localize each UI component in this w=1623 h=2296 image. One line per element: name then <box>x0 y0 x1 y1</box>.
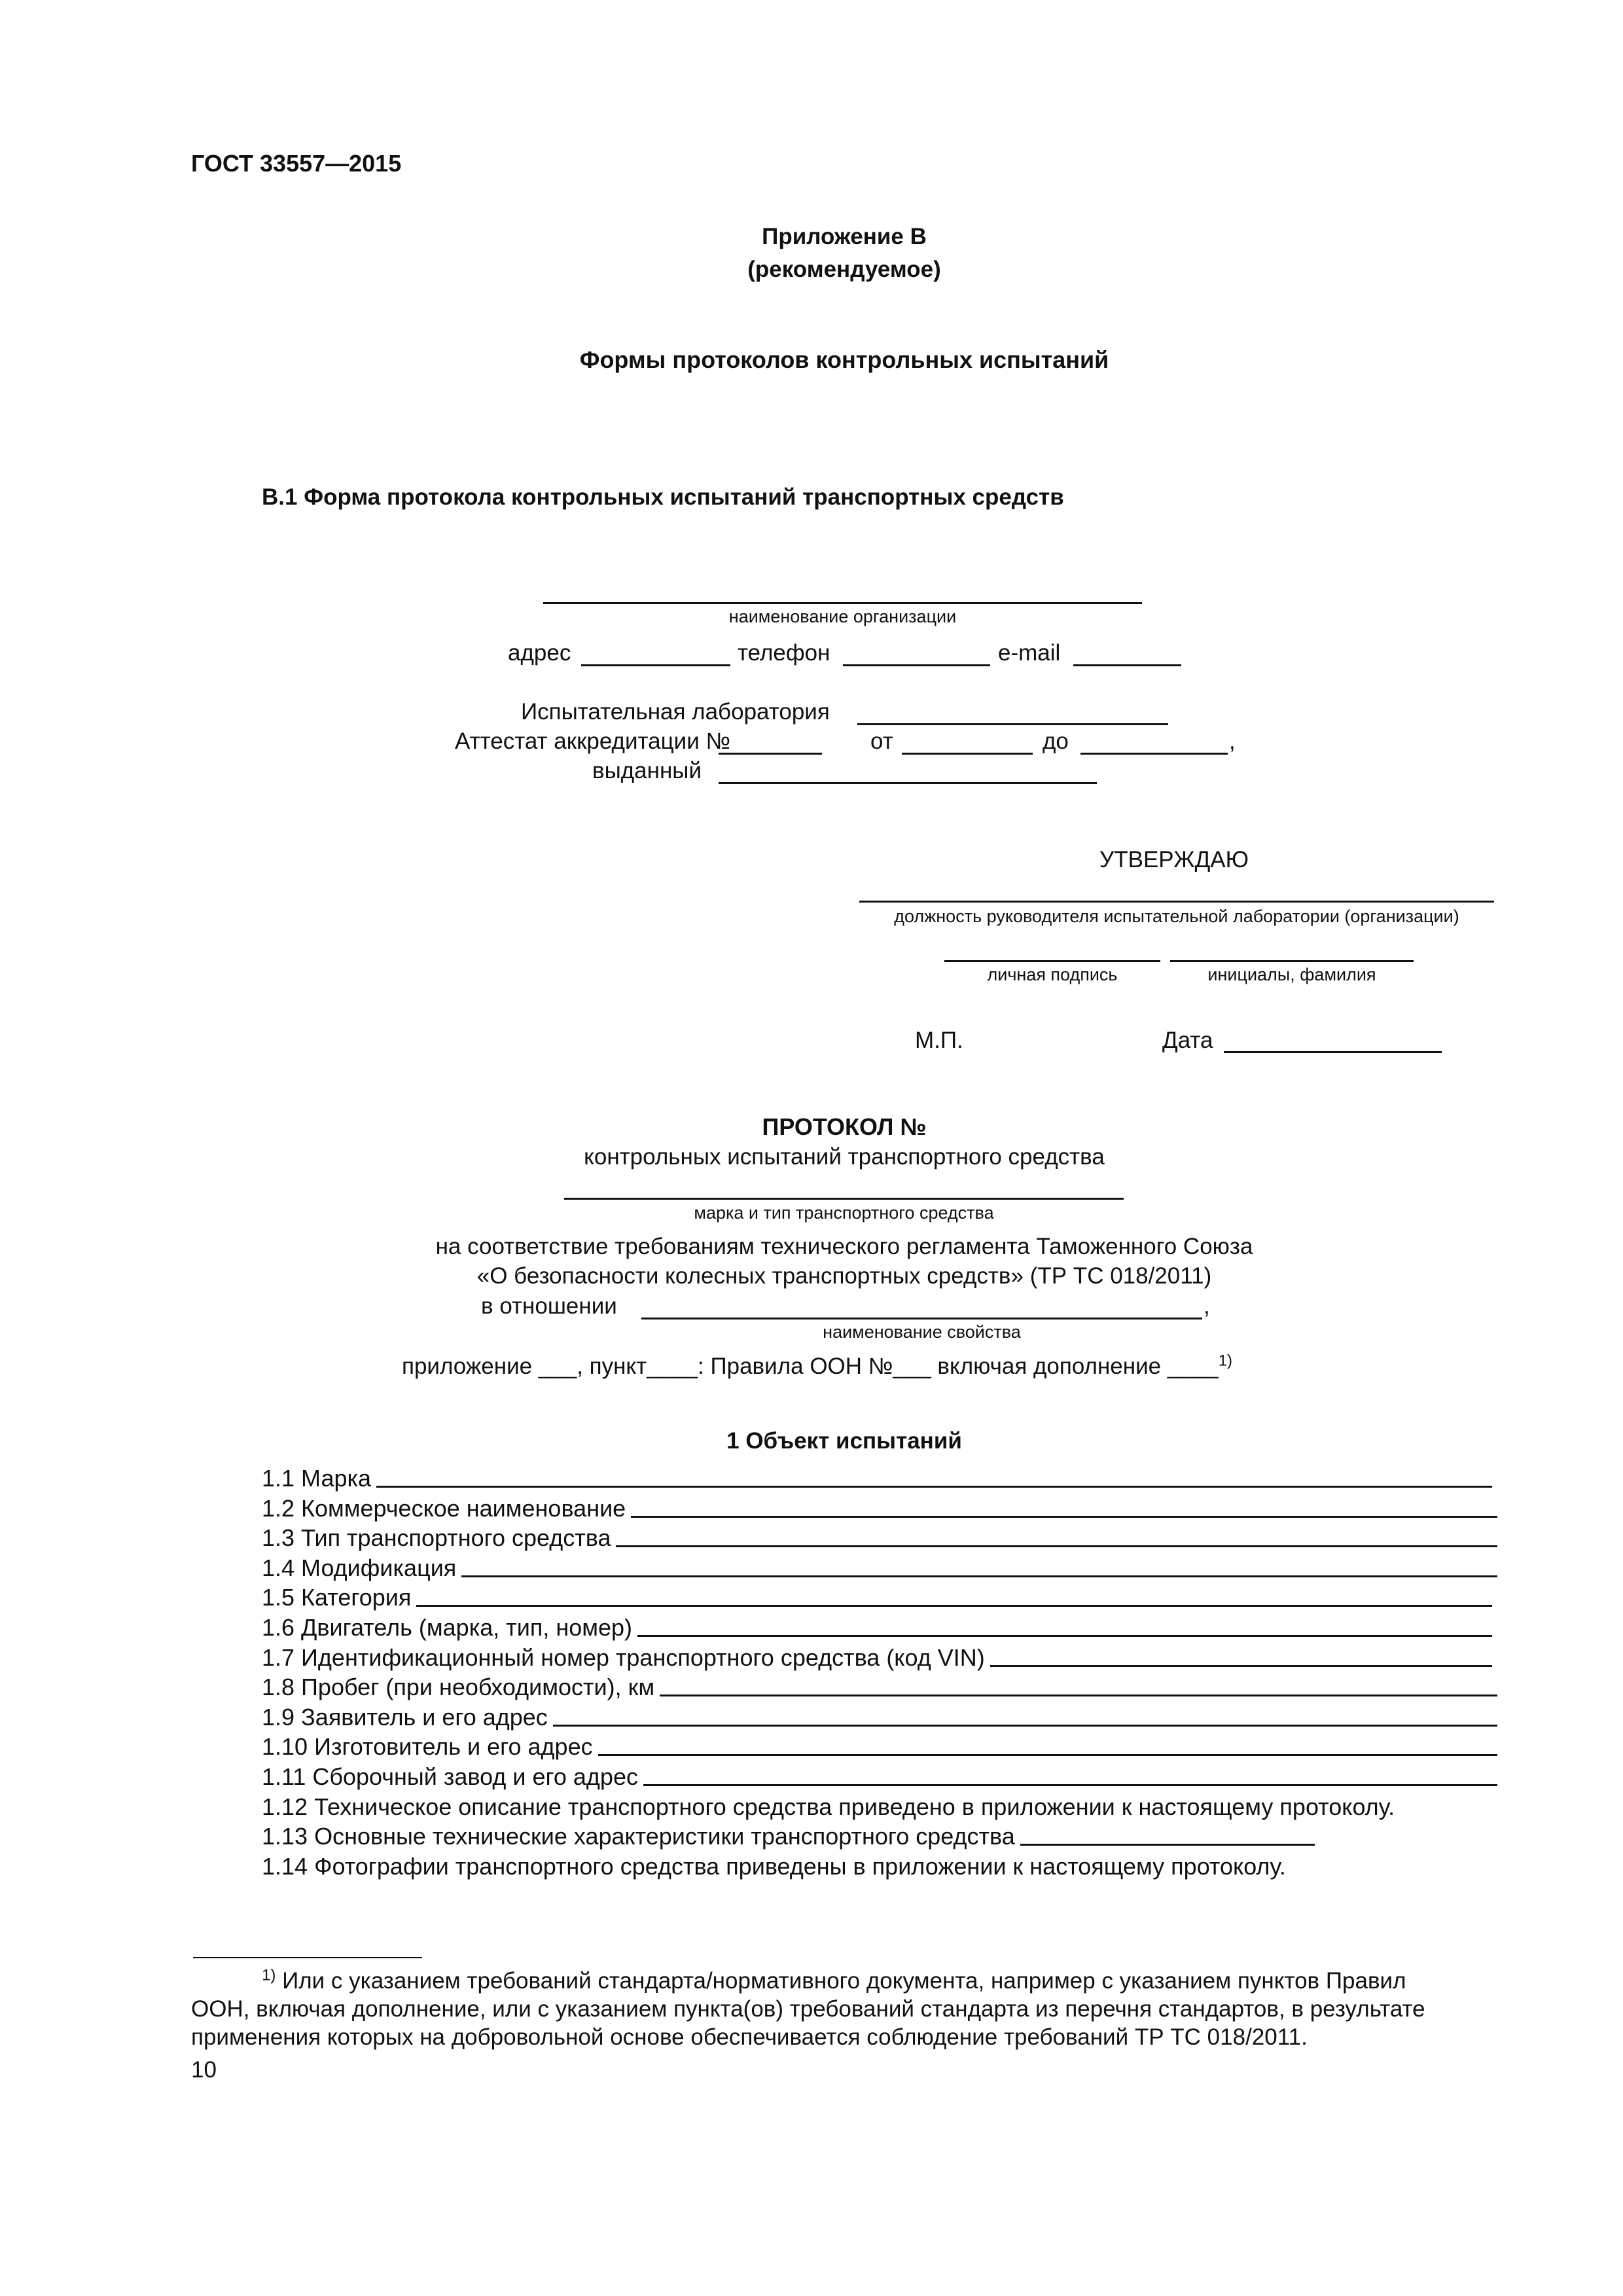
conformity-line2: «О безопасности колесных транспортных средств» (ТР ТС 018/2011) <box>476 1263 1212 1289</box>
field-line <box>416 1605 1492 1607</box>
list-item: 1.1 Марка <box>262 1464 1492 1493</box>
footnote-line2: ООН, включая дополнение, или с указанием пункта(ов) требований стандарта из перечня стандартов, в результате <box>191 1996 1425 2022</box>
lab-line <box>857 723 1168 725</box>
cert-from-line <box>902 753 1033 755</box>
regarding-label: в отношении <box>481 1293 617 1319</box>
annex-heading: Формы протоколов контрольных испытаний <box>579 346 1109 373</box>
cert-label: Аттестат аккредитации № <box>455 728 731 754</box>
field-line <box>616 1545 1497 1547</box>
list-item: 1.13 Основные технические характеристики транспортного средства <box>262 1822 1497 1851</box>
list-item: 1.8 Пробег (при необходимости), км <box>262 1673 1497 1702</box>
field-line <box>637 1635 1492 1637</box>
list-item: 1.6 Двигатель (марка, тип, номер) <box>262 1613 1492 1642</box>
list-item: 1.4 Модификация <box>262 1554 1497 1583</box>
vehicle-caption: марка и тип транспортного средства <box>694 1203 994 1223</box>
phone-label: телефон <box>738 640 830 666</box>
issued-label: выданный <box>592 758 702 783</box>
list-item: 1.14 Фотографии транспортного средства приведены в приложении к настоящему протоколу. <box>262 1853 1286 1880</box>
annex-status: (рекомендуемое) <box>747 257 941 282</box>
annex-title: Приложение В <box>762 224 927 249</box>
list-item: 1.5 Категория <box>262 1583 1492 1612</box>
field-line <box>631 1516 1497 1518</box>
email-line <box>1073 664 1181 666</box>
field-line <box>598 1754 1497 1756</box>
protocol-subtitle: контрольных испытаний транспортного средства <box>584 1144 1105 1170</box>
org-name-caption: наименование организации <box>728 607 957 626</box>
cert-comma: , <box>1229 728 1236 754</box>
field-line <box>1020 1844 1315 1846</box>
annex-reference-text: приложение ___, пункт____: Правила ООН №___ включая дополнение ____ <box>402 1354 1219 1379</box>
footnote-separator <box>193 1957 422 1958</box>
list-item: 1.7 Идентификационный номер транспортного средства (код VIN) <box>262 1643 1492 1672</box>
field-line <box>643 1784 1497 1786</box>
signature-caption: личная подпись <box>987 965 1118 984</box>
cert-to-label: до <box>1043 728 1069 754</box>
list-item: 1.3 Тип транспортного средства <box>262 1524 1497 1552</box>
signature-line <box>944 960 1160 962</box>
regarding-comma: , <box>1204 1293 1210 1319</box>
field-line <box>553 1725 1497 1727</box>
approve-label: УТВЕРЖДАЮ <box>1099 847 1249 872</box>
conformity-line1: на соответствие требованиям технического регламента Таможенного Союза <box>435 1234 1253 1259</box>
field-line <box>990 1665 1492 1667</box>
footnote-text <box>191 1967 1497 2051</box>
field-line <box>660 1695 1497 1696</box>
property-caption: наименование свойства <box>823 1322 1021 1342</box>
list-item: 1.10 Изготовитель и его адрес <box>262 1732 1497 1761</box>
standard-header: ГОСТ 33557—2015 <box>191 150 402 177</box>
annex-reference-line <box>402 1352 1232 1381</box>
org-name-line <box>543 602 1142 604</box>
date-label: Дата <box>1162 1028 1213 1053</box>
object-heading: 1 Объект испытаний <box>726 1428 962 1454</box>
footnote-line1: $^{1)}$ Или с указанием требований стандарта/нормативного документа, например с указанием пунктов Правил <box>262 1966 1406 1994</box>
footnote-marker: 1) <box>262 1966 276 1984</box>
section-heading: В.1 Форма протокола контрольных испытаний транспортных средств <box>262 484 1064 510</box>
phone-line <box>843 664 990 666</box>
stamp-label: М.П. <box>915 1028 963 1053</box>
list-item: 1.2 Коммерческое наименование <box>262 1494 1497 1523</box>
cert-to-line <box>1080 753 1228 755</box>
position-caption: должность руководителя испытательной лаборатории (организации) <box>894 906 1459 926</box>
issued-line <box>719 782 1097 784</box>
address-line <box>581 664 730 666</box>
cert-number-line <box>719 753 822 755</box>
initials-line <box>1170 960 1414 962</box>
lab-label: Испытательная лаборатория <box>521 699 830 725</box>
initials-caption: инициалы, фамилия <box>1207 965 1376 984</box>
page-number: 10 <box>191 2057 217 2083</box>
regarding-line <box>641 1318 1202 1319</box>
footnote-ref: 1) <box>1218 1352 1233 1370</box>
cert-from-label: от <box>870 728 893 754</box>
list-item: 1.11 Сборочный завод и его адрес <box>262 1763 1497 1791</box>
list-item: 1.12 Техническое описание транспортного средства приведено в приложении к настоящему протоколу. <box>262 1793 1395 1820</box>
protocol-title: ПРОТОКОЛ № <box>762 1113 927 1140</box>
position-line <box>859 901 1494 903</box>
footnote-line3: применения которых на добровольной основе обеспечивается соблюдение требований ТР ТС 018/2011. <box>191 2024 1308 2050</box>
date-line <box>1224 1051 1442 1053</box>
address-label: адрес <box>508 640 571 666</box>
field-line <box>376 1486 1492 1488</box>
list-item: 1.9 Заявитель и его адрес <box>262 1703 1497 1732</box>
email-label: e-mail <box>998 640 1061 666</box>
vehicle-line <box>564 1198 1124 1200</box>
field-line <box>461 1575 1497 1577</box>
